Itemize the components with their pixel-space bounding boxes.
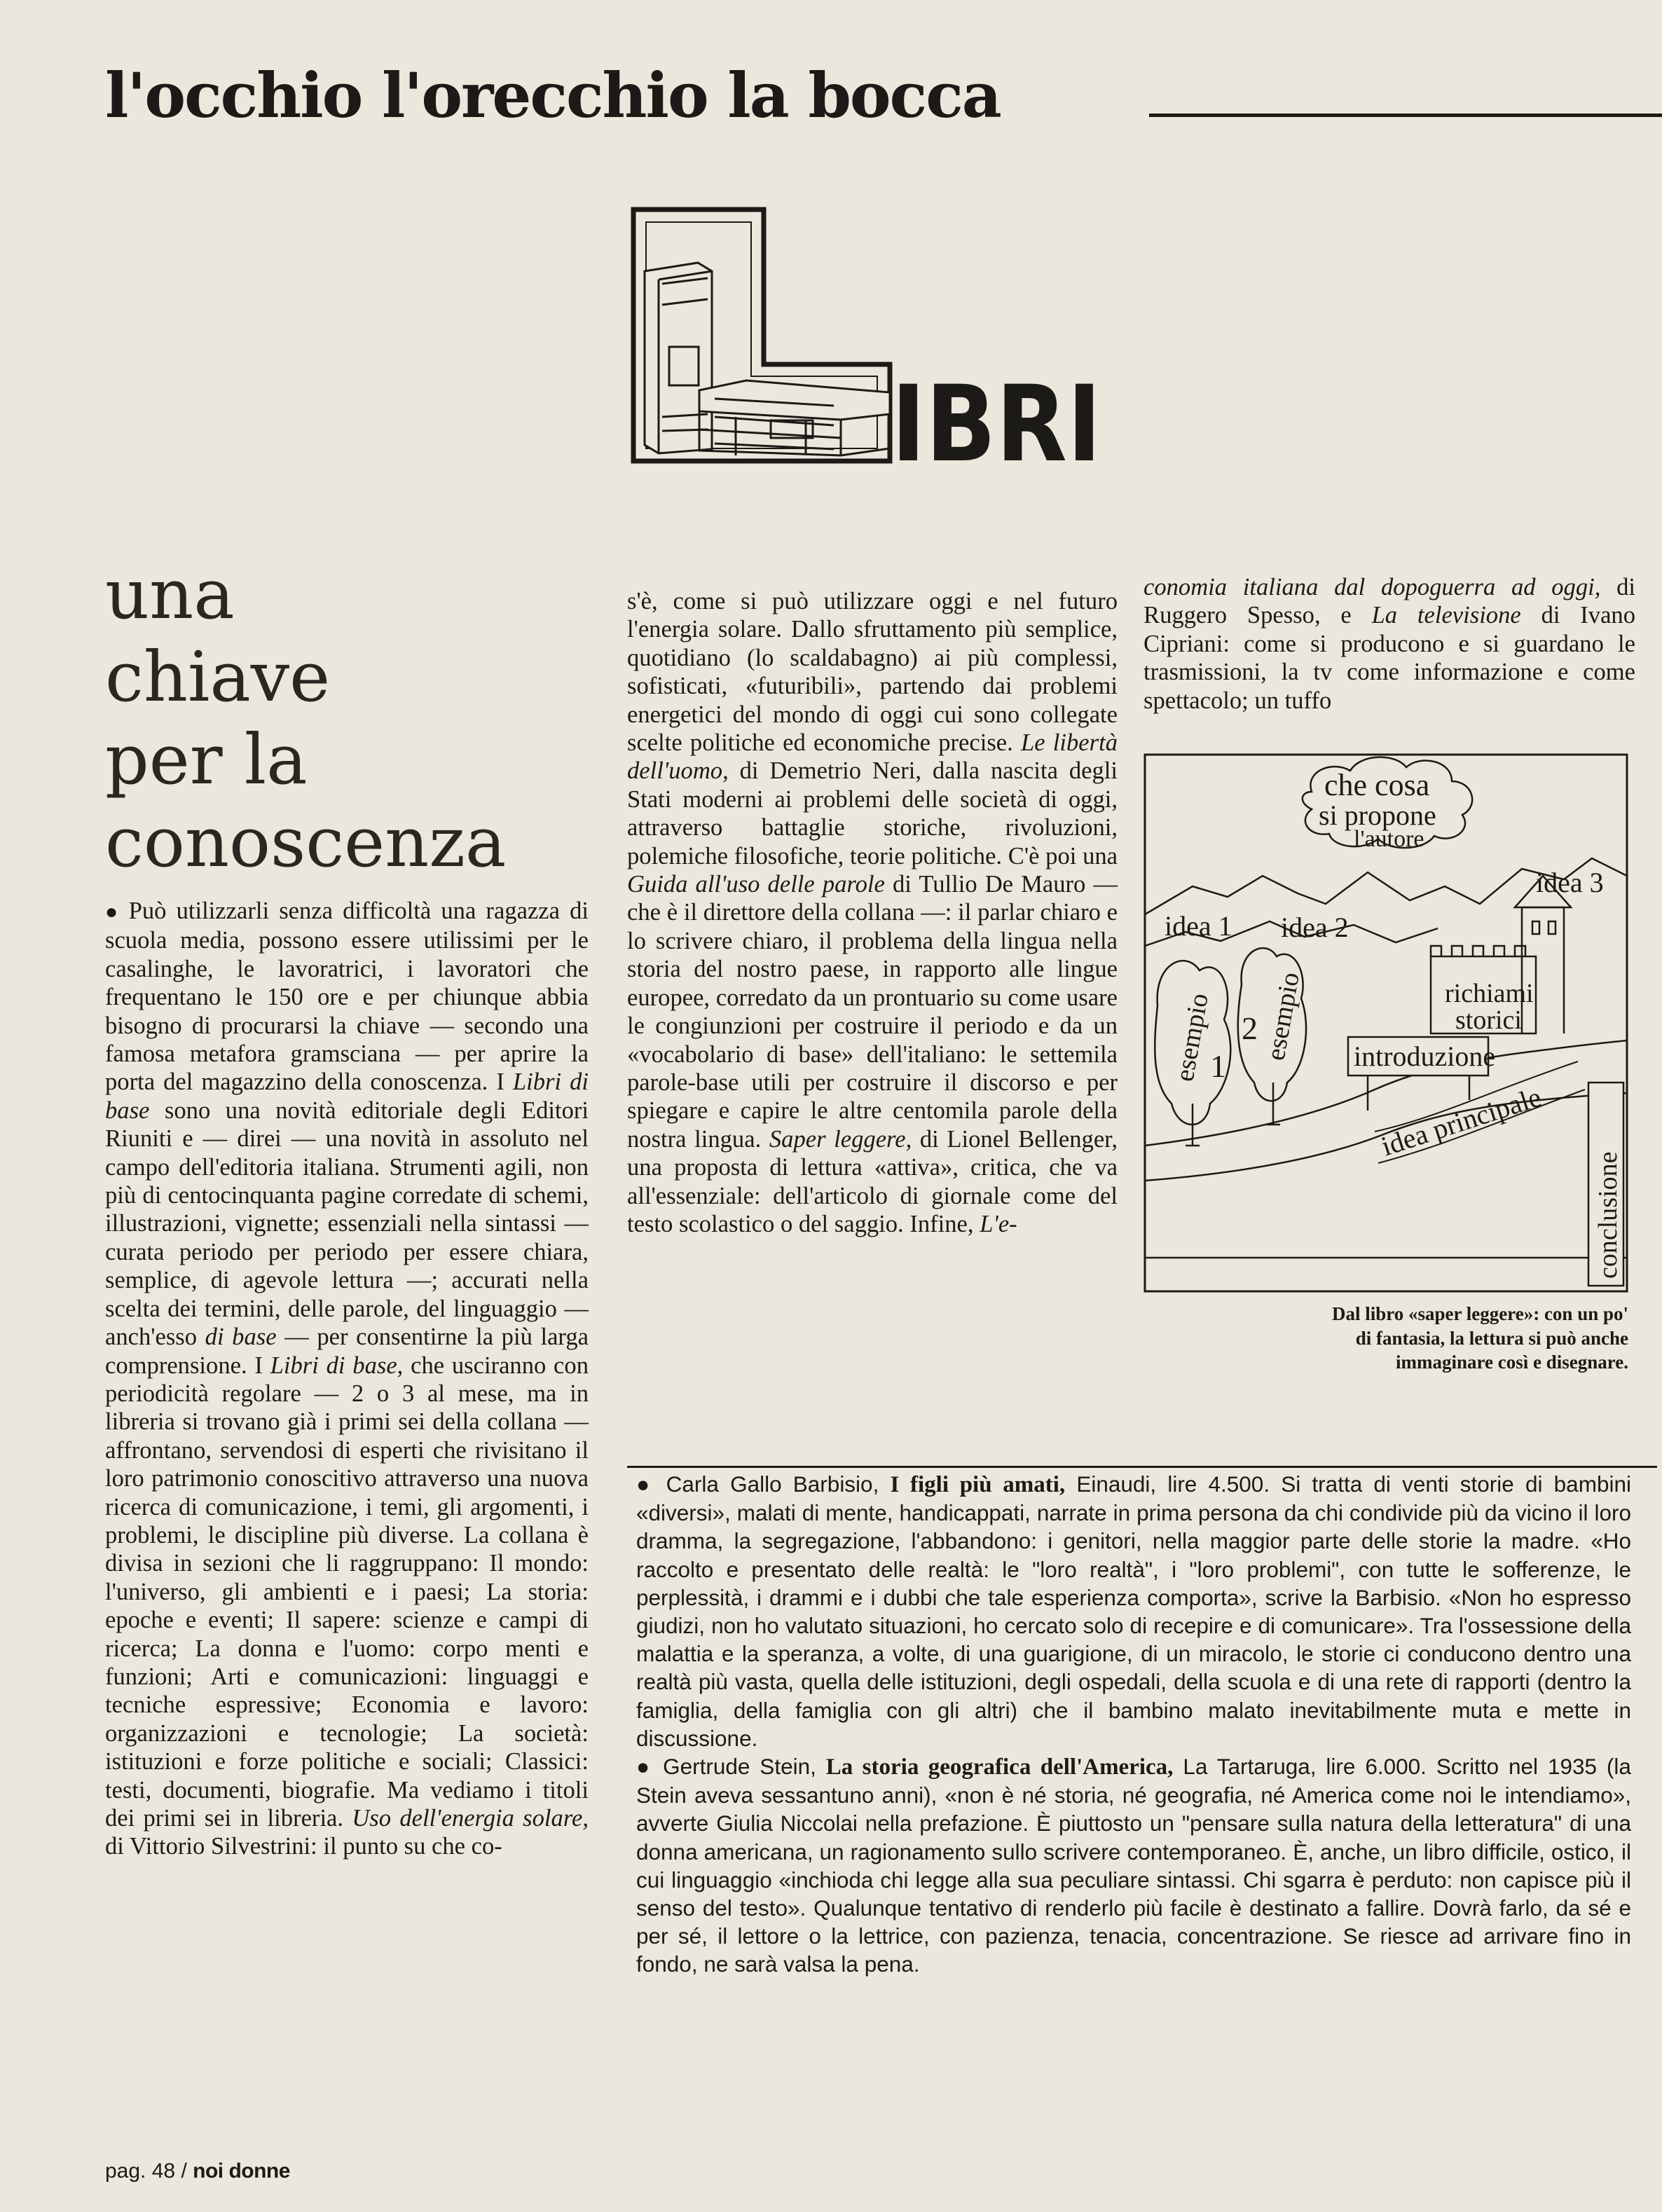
book-title: Uso dell'energia solare, (352, 1805, 589, 1832)
castle-label: storici (1455, 1005, 1522, 1035)
text-run: — per consentirne la più larga comprensione. I (105, 1324, 589, 1379)
article-column-2 (627, 587, 1118, 1238)
article-column-1 (105, 897, 589, 1861)
book-title: L'e- (980, 1210, 1017, 1237)
page-number: pag. 48 (105, 2159, 176, 2183)
castle-label: richiami (1445, 979, 1534, 1008)
review-details: La Tartaruga, lire 6.000. (1183, 1754, 1427, 1780)
headline-line: chiave (105, 638, 331, 717)
sign-label: introduzione (1354, 1040, 1496, 1072)
cloud-text: si propone (1319, 799, 1436, 831)
footer-separator: / (181, 2159, 187, 2183)
book-title: La televisione (1371, 602, 1521, 629)
book-series-name: Libri di base (105, 1069, 589, 1124)
article-column-3 (1144, 573, 1635, 715)
review-author: Gertrude Stein, (663, 1754, 816, 1780)
cloud-text: l'autore (1354, 826, 1424, 852)
magazine-name: noi donne (193, 2159, 290, 2183)
review-body: Si tratta di venti storie di bambini «diversi», malati di mente, handicappati, narrate in prima persona da chi condivide più da vicino il loro dramma, la segregazione, l'abbandono: i genitori, nella maggior parte delle storie la madre. «Ho raccolto e presentato delle realtà: le "loro realtà", i "loro problemi", con tutte le sofferenze, le perplessità, i drammi e i dubbi che tale esperienza comporta», scrive la Barbisio. «Non ho espresso giudizi, non ho valutato situazioni, ho cercato solo di recepire e di comunicare». Tra l'ossessione della malattia e la speranza, a volte, di una guarigione, di un miracolo, le storie ci conducono dentro una realtà più vasta, quella delle istituzioni, degli ospedali, della scuola e di una rete di rapporti (dentro la famiglia, della famiglia con gli altri) che il bambino malato inevitabilmente muta e mette in discussione. (636, 1471, 1631, 1751)
example-label: esempio (1169, 991, 1214, 1084)
book-series-name: Libri di base, (270, 1352, 404, 1379)
review-author: Carla Gallo Barbisio, (666, 1471, 879, 1497)
book-title: Guida all'uso delle parole (627, 871, 885, 898)
post-label: conclusione (1593, 1151, 1623, 1279)
review-item (636, 1470, 1631, 1752)
idea-label: idea 3 (1536, 867, 1604, 898)
text-run: di Lionel Bellenger, una proposta di lettura «attiva», critica, che va all'essenziale: dell'articolo di giornale come del testo scolastico o del saggio. Infine, (627, 1125, 1118, 1237)
bullet-icon: ● (105, 900, 122, 923)
example-number: 2 (1242, 1010, 1258, 1046)
logo-letters: IBRI (891, 364, 1101, 473)
text-run: Può utilizzarli senza difficoltà una ragazza di scuola media, possono essere utilissimi per le casalinghe, le lavoratrici, i lavoratori che frequentano le 150 ore e per chiunque abbia bisogno di procurarsi la chiave — secondo una famosa metafora gramsciana — per aprire la porta del magazzino della conoscenza. I (105, 898, 589, 1096)
headline-line: per la (105, 720, 308, 800)
review-item (636, 1752, 1631, 1979)
emphasis: di base (205, 1324, 277, 1351)
section-title: l'occhio l'orecchio la bocca (105, 59, 1001, 132)
bullet-icon: ● (636, 1754, 654, 1780)
text-run: sono una novità editoriale degli Editori Riuniti e — direi — una novità in assoluto nel campo dell'editoria italiana. Strumenti agili, non più di centocinquanta pagine corredate di schemi, illustrazioni, vignette; essenziali nella sintassi — curata periodo per periodo per essere chiara, semplice, di agevole lettura —; accurati nella scelta dei termini, delle parole, del linguaggio — anch'esso (105, 1097, 589, 1351)
text-run: di Ruggero Spesso, e (1144, 574, 1635, 629)
review-body: Scritto nel 1935 (la Stein aveva sessantuno anni), «non è né storia, né geografia, né America come noi le intendiamo», avverte Giulia Niccolai nella prefazione. È piuttosto un "pensare sulla natura della letteratura" di una donna americana, un ragionamento sullo scrivere contemporaneo. È, anche, un libro difficile, ostico, il cui linguaggio «inchioda chi legge alla sua peculiare sintassi. Chi sgarra è perduto: non capisce più il senso del testo». Qualunque tentativo di renderlo più facile è destinato a fallire. Dovrà farlo, da sé e per sé, il lettore o la lettrice, con pazienza, tenacia, concentrazione. Se riesce ad arrivare fino in fondo, ne sarà valsa la pena. (636, 1754, 1631, 1977)
text-run: di Ivano Cipriani: come si producono e si guardano le trasmissioni, la tv come informazione e come spettacolo; un tuffo (1144, 602, 1635, 714)
book-title: Saper leggere, (769, 1125, 912, 1153)
review-title: I figli più amati, (890, 1472, 1066, 1497)
page-footer (105, 2159, 290, 2183)
example-number: 1 (1210, 1048, 1226, 1084)
cloud-text: che cosa (1324, 768, 1430, 802)
example-label: esempio (1261, 970, 1305, 1063)
bullet-icon: ● (636, 1471, 655, 1497)
headline-line: conoscenza (105, 803, 507, 883)
review-details: Einaudi, lire 4.500. (1076, 1471, 1270, 1497)
idea-label: idea 2 (1281, 912, 1349, 943)
book-reviews (636, 1470, 1631, 1979)
text-run: di Tullio De Mauro — che è il direttore della collana —: il parlar chiaro e lo scrivere chiaro, il problema della lingua nella storia del nostro paese, in rapporto alle lingue europee, corredato da un prontuario su come usare le congiunzioni per costruire il periodo e da un «vocabolario di base» dell'italiano: le settemila parole-base utili per costruire il discorso e per spiegare e capire le altre centomila parole della nostra lingua. (627, 871, 1118, 1153)
text-run: che usciranno con periodicità regolare — 2 o 3 al mese, ma in libreria si trovano già i primi sei della collana — affrontano, servendosi di esperti che rivisitano il loro patrimonio conoscitivo attraverso una nuova ricerca di comunicazione, i temi, gli argomenti, i problemi, le discipline più diverse. La collana è divisa in sezioni che li raggruppano: Il mondo: l'universo, gli ambienti e i paesi; La storia: epoche e eventi; Il sapere: scienze e campi di ricerca; La donna e l'uomo: corpo menti e funzioni; Arti e comunicazioni: linguaggi e tecniche espressive; Economia e lavoro: organizzazioni e tecnologie; La società: istituzioni e forze politiche e sociali; Classici: testi, documenti, biografie. Ma vediamo i titoli dei primi sei in libreria. (105, 1352, 589, 1832)
reading-illustration (1144, 753, 1628, 1293)
review-title: La storia geografica dell'America, (825, 1754, 1174, 1780)
illustration-caption: Dal libro «saper leggere»: con un po' di fantasia, la lettura si può anche immaginare così e disegnare. (1331, 1303, 1628, 1373)
idea-label: idea 1 (1165, 910, 1232, 942)
headline-line: una (105, 555, 235, 635)
text-run: di Demetrio Neri, dalla nascita degli Stati moderni ai problemi delle società di oggi, attraverso battaglie storiche, rivoluzioni, polemiche filosofiche, teorie politiche. C'è poi una (627, 757, 1118, 870)
libri-logo (631, 207, 1107, 473)
banner-label: idea principale (1377, 1080, 1545, 1162)
book-title: conomia italiana dal dopoguerra ad oggi, (1144, 574, 1601, 600)
headline (105, 554, 624, 884)
text-run: di Vittorio Silvestrini: il punto su che co- (105, 1833, 502, 1860)
section-divider (627, 1466, 1657, 1468)
section-title-rule (1149, 114, 1662, 117)
text-run: s'è, come si può utilizzare oggi e nel futuro l'energia solare. Dallo sfruttamento più semplice, quotidiano (lo scaldabagno) ai più complessi, sofisticati, «futuribili», partendo dai problemi energetici del mondo di oggi cui sono collegate scelte politiche ed economiche precise. (627, 588, 1118, 757)
book-title: Le libertà dell'uomo, (627, 729, 1118, 785)
